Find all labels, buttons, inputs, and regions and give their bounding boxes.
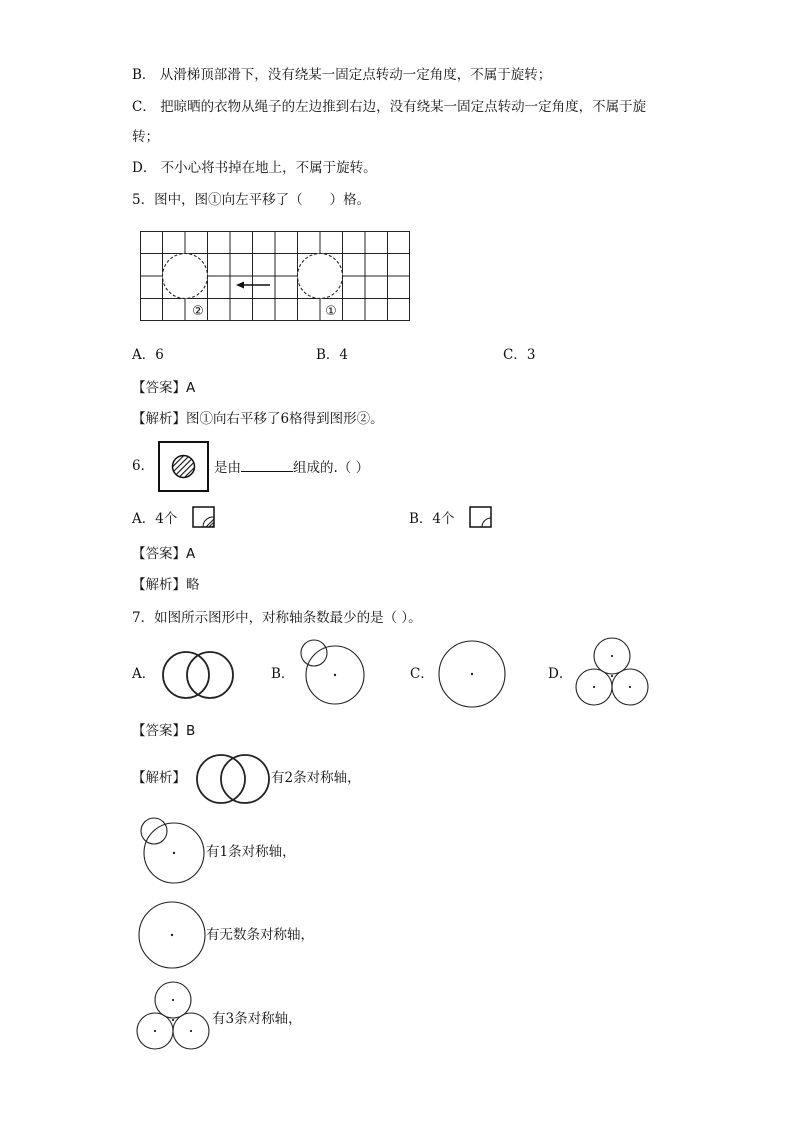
q7-figure-a-two-circles (158, 650, 238, 700)
label-figure-2: ② (192, 304, 204, 319)
q7-analysis-label: 【解析】 (132, 770, 186, 786)
q5-question: 5．图中，图①向左平移了（ ）格。 (132, 192, 371, 208)
q5-option-a[interactable]: A．6 (132, 347, 164, 363)
analysis-note-a: 有2条对称轴， (271, 770, 361, 786)
q7-question: 7．如图所示图形中，对称轴条数最少的是（ ）。 (132, 610, 422, 626)
option-c-explanation-line2: 转； (132, 129, 159, 145)
circle-figure-1 (298, 254, 343, 299)
label-figure-1: ① (325, 304, 337, 319)
analysis-figure-b (138, 815, 210, 887)
q6-blank[interactable] (241, 457, 293, 472)
analysis-figure-a (193, 752, 273, 806)
option-b-explanation: B． 从滑梯顶部滑下，没有绕某一固定点转动一定角度，不属于旋转； (132, 67, 552, 83)
q6-number: 6． (132, 458, 155, 474)
q6-text (214, 457, 369, 477)
option-c-explanation-line1: C． 把晾晒的衣物从绳子的左边推到右边，没有绕某一固定点转动一定角度，不属于旋 (132, 99, 647, 115)
q7-option-d-label[interactable]: D． (548, 666, 573, 682)
q7-figure-c-circle (436, 638, 508, 710)
q5-analysis: 【解析】图①向右平移了6格得到图形②。 (132, 411, 384, 427)
circle-figure-2 (163, 254, 208, 299)
q5-answer: 【答案】A (132, 380, 196, 396)
q5-option-c[interactable]: C．3 (503, 347, 536, 363)
q6-hatched-circle-figure (158, 441, 210, 493)
q6-analysis: 【解析】略 (132, 577, 200, 593)
q6-text-before: 是由 (214, 460, 241, 476)
q7-figure-b-tangent-circles (298, 637, 368, 709)
quarter-piece-icon-a (192, 506, 216, 528)
q6-option-b[interactable]: B．4个 (409, 511, 455, 527)
q7-option-c-label[interactable]: C． (410, 666, 434, 682)
q6-option-a[interactable]: A．4个 (132, 511, 178, 527)
analysis-note-b: 有1条对称轴， (206, 844, 296, 860)
q7-answer: 【答案】B (132, 723, 196, 739)
q7-option-b-label[interactable]: B． (271, 666, 295, 682)
analysis-note-d: 有3条对称轴， (212, 1011, 302, 1027)
q5-option-b[interactable]: B．4 (316, 347, 349, 363)
quarter-piece-icon-b (469, 506, 493, 528)
option-d-explanation: D． 不小心将书掉在地上，不属于旋转。 (132, 160, 377, 176)
q7-option-a-label[interactable]: A． (132, 666, 156, 682)
q7-figure-d-three-circles (573, 636, 653, 710)
q6-answer: 【答案】A (132, 546, 196, 562)
analysis-note-c: 有无数条对称轴， (206, 927, 314, 943)
analysis-figure-c (137, 900, 207, 970)
q6-text-after: 组成的.（ ） (293, 460, 370, 476)
analysis-figure-d (135, 980, 213, 1054)
q5-grid-figure (140, 231, 410, 323)
